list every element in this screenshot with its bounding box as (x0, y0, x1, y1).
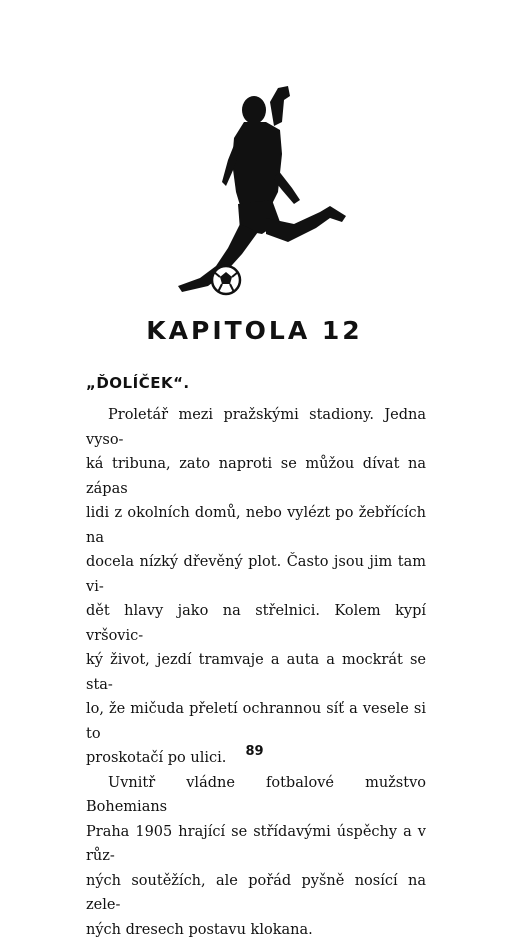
text-line: ká tribuna, zato naproti se můžou dívat na zápas (86, 452, 426, 501)
page-number: 89 (0, 744, 509, 759)
text-line: Proletář mezi pražskými stadiony. Jedna vyso- (86, 403, 426, 452)
body-text (86, 403, 426, 942)
text-line: ných soutěžích, ale pořád pyšně nosící na zele- (86, 869, 426, 918)
football-icon (212, 266, 240, 294)
text-line: ký život, jezdí tramvaje a auta a mockrát se sta- (86, 648, 426, 697)
text-line: ných dresech postavu klokana. (86, 918, 426, 942)
chapter-title: KAPITOLA 12 (0, 316, 509, 345)
footballer-silhouette-icon (170, 82, 350, 300)
text-line: lo, že mičuda přeletí ochrannou síť a vesele si to (86, 697, 426, 746)
text-line: dět hlavy jako na střelnici. Kolem kypí vršovic- (86, 599, 426, 648)
text-line: docela nízký dřevěný plot. Často jsou jim tam vi- (86, 550, 426, 599)
paragraph-1 (86, 403, 426, 771)
section-heading: „ĎOLÍČEK“. (86, 374, 190, 392)
text-line: proskotačí po ulici. (86, 746, 426, 771)
text-line: lidi z okolních domů, nebo vylézt po žebřících na (86, 501, 426, 550)
text-line: Praha 1905 hrající se střídavými úspěchy a v růz- (86, 820, 426, 869)
paragraph-2 (86, 771, 426, 942)
text-line: Uvnitř vládne fotbalové mužstvo Bohemians (86, 771, 426, 820)
